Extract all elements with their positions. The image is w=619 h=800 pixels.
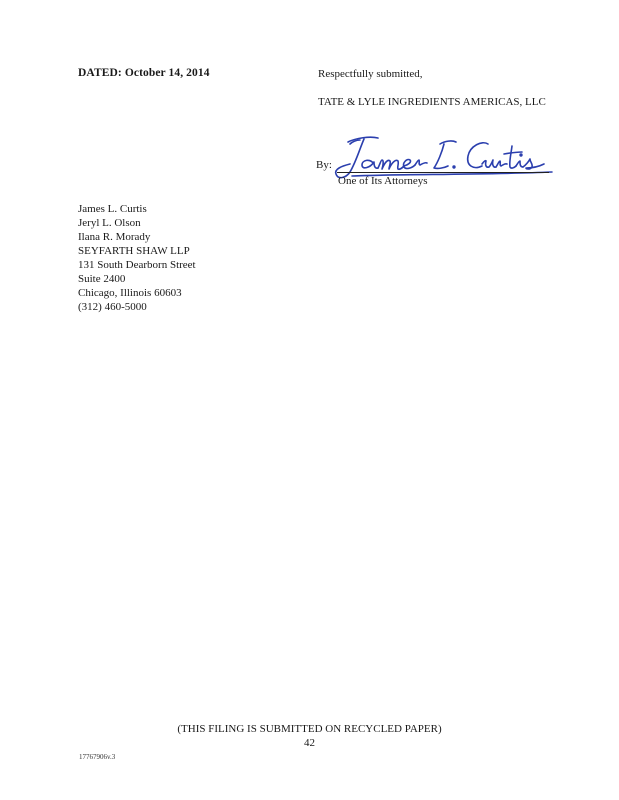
- signature-block: [316, 134, 554, 198]
- document-id: 17767906v.3: [79, 753, 116, 761]
- counsel-line: Suite 2400: [78, 273, 126, 285]
- by-label: By:: [316, 159, 332, 171]
- counsel-line: 131 South Dearborn Street: [78, 259, 196, 271]
- dated-date: October 14, 2014: [124, 67, 210, 79]
- dated-line: [78, 67, 210, 79]
- counsel-line: Jeryl L. Olson: [78, 217, 141, 229]
- counsel-line: (312) 460-5000: [78, 301, 147, 313]
- signature-caption: One of Its Attorneys: [338, 175, 428, 187]
- recycled-paper-note: (THIS FILING IS SUBMITTED ON RECYCLED PAPER): [177, 723, 442, 735]
- counsel-line: SEYFARTH SHAW LLP: [78, 245, 190, 257]
- counsel-line: James L. Curtis: [78, 203, 147, 215]
- party-name: TATE & LYLE INGREDIENTS AMERICAS, LLC: [318, 96, 546, 108]
- respectfully-submitted: Respectfully submitted,: [318, 68, 423, 80]
- page-number: 42: [304, 737, 315, 749]
- counsel-address-block: [78, 202, 196, 314]
- counsel-line: Chicago, Illinois 60603: [78, 287, 182, 299]
- counsel-line: Ilana R. Morady: [78, 231, 151, 243]
- signature-line: [337, 172, 549, 173]
- dated-label: DATED:: [78, 67, 122, 79]
